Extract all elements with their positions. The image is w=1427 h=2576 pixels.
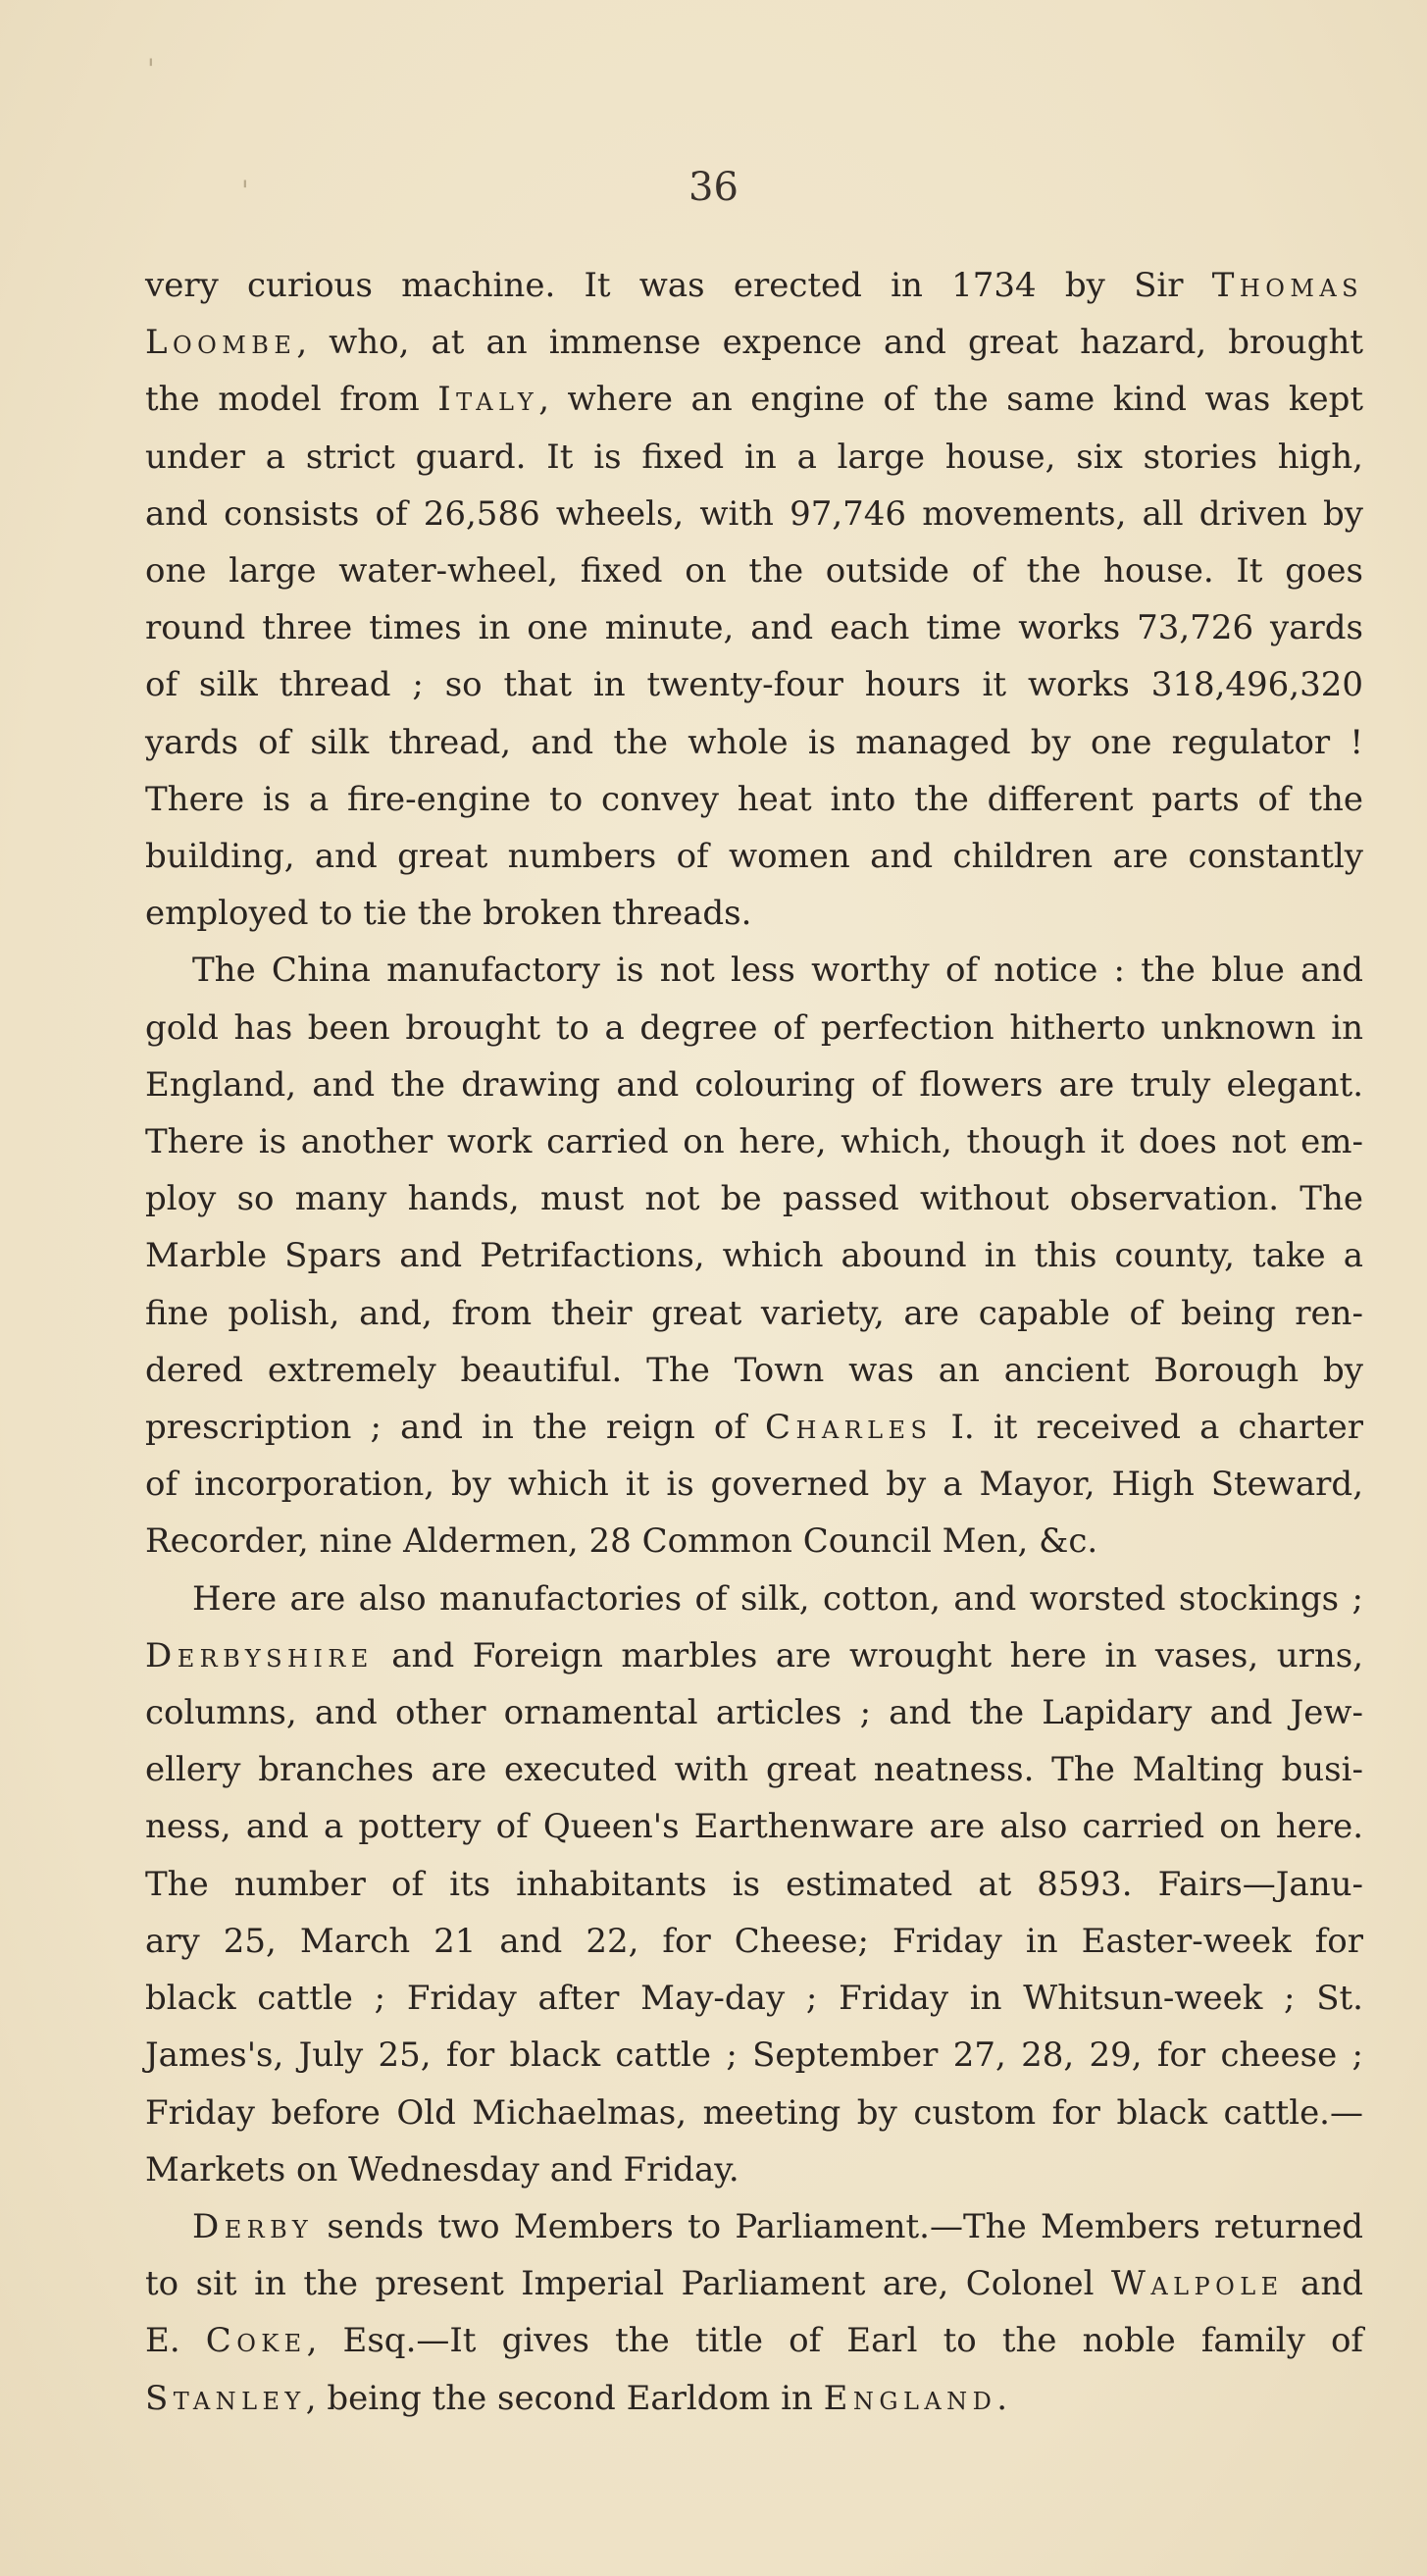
text-run: The number of its inhabitants is estimated at 8593. Fairs—Janu- <box>145 1864 1363 1904</box>
text-line <box>145 1741 1363 1798</box>
text-line <box>145 2198 1363 2255</box>
text-line <box>145 429 1363 486</box>
text-line <box>145 1227 1363 1284</box>
text-run: I. it received a charter <box>932 1408 1364 1448</box>
text-run: James's, July 25, for black cattle ; September 27, 28, 29, for cheese ; <box>145 2035 1363 2076</box>
text-run: one large water-wheel, fixed on the outside of the house. It goes <box>145 551 1363 592</box>
text-run: sends two Members to Parliament.—The Members returned <box>313 2206 1363 2246</box>
text-line <box>145 1913 1363 1970</box>
text-run: black cattle ; Friday after May-day ; Friday in Whitsun-week ; St. <box>145 1979 1363 2019</box>
page-speck: ' <box>147 53 155 85</box>
page-number: 36 <box>688 165 739 210</box>
text-line <box>145 1342 1363 1399</box>
text-run: There is another work carried on here, which, though it does not em- <box>145 1122 1363 1162</box>
text-run: and <box>1283 2264 1363 2304</box>
text-run: building, and great numbers of women and children are constantly <box>145 837 1363 877</box>
text-run: and Foreign marbles are wrought here in vases, urns, <box>373 1635 1363 1675</box>
text-run: Friday before Old Michaelmas, meeting by custom for black cattle.— <box>145 2092 1363 2133</box>
text-line <box>145 1113 1363 1170</box>
small-caps-name: Thomas <box>1211 266 1363 305</box>
small-caps-name: England <box>823 2378 997 2418</box>
small-caps-name: Derbyshire <box>145 1635 374 1675</box>
text-run: ellery branches are executed with great neatness. The Malting busi- <box>145 1750 1363 1790</box>
small-caps-name: Walpole <box>1110 2264 1284 2304</box>
text-line <box>145 486 1363 542</box>
paragraph <box>145 2198 1363 2427</box>
text-line <box>145 2370 1363 2427</box>
small-caps-name: Stanley <box>145 2378 306 2418</box>
small-caps-name: Loombe <box>145 323 297 363</box>
text-run: gold has been brought to a degree of perfection hitherto unknown in <box>145 1007 1363 1048</box>
text-line <box>145 1170 1363 1227</box>
text-run: the model from <box>145 380 438 420</box>
text-line <box>145 2312 1363 2369</box>
small-caps-name: Derby <box>192 2206 314 2246</box>
text-run: , where an engine of the same kind was kept <box>538 380 1363 420</box>
text-run: of silk thread ; so that in twenty-four hours it works 318,496,320 <box>145 665 1363 705</box>
text-run: and consists of 26,586 wheels, with 97,746 movements, all driven by <box>145 493 1363 534</box>
small-caps-name: Italy <box>437 380 539 420</box>
text-run: ness, and a pottery of Queen's Earthenware are also carried on here. <box>145 1807 1363 1847</box>
small-caps-name: Coke <box>205 2321 307 2361</box>
text-line <box>145 656 1363 713</box>
text-line <box>145 1456 1363 1513</box>
text-line <box>145 1798 1363 1855</box>
text-line <box>145 314 1363 371</box>
text-line <box>145 885 1363 942</box>
text-run: England, and the drawing and colouring of flowers are truly elegant. <box>145 1064 1363 1105</box>
text-run: . <box>996 2378 1008 2418</box>
text-line <box>145 2027 1363 2084</box>
text-line <box>145 2085 1363 2141</box>
paragraph <box>145 1571 1363 2198</box>
text-line <box>145 1856 1363 1913</box>
page-speck: ' <box>241 175 249 207</box>
text-line <box>145 2141 1363 2198</box>
text-line <box>145 1571 1363 1627</box>
text-line <box>145 942 1363 999</box>
text-run: to sit in the present Imperial Parliament are, Colonel <box>145 2264 1111 2304</box>
text-run: dered extremely beautiful. The Town was an ancient Borough by <box>145 1350 1363 1390</box>
small-caps-name: Charles <box>765 1408 933 1448</box>
text-run: employed to tie the broken threads. <box>145 894 752 934</box>
text-run: Recorder, nine Aldermen, 28 Common Council Men, &c. <box>145 1521 1098 1562</box>
text-line <box>145 1627 1363 1684</box>
text-line <box>145 1970 1363 2027</box>
text-line <box>145 599 1363 656</box>
text-run: of incorporation, by which it is governed by a Mayor, High Steward, <box>145 1465 1363 1505</box>
text-run: , who, at an immense expence and great hazard, brought <box>296 323 1363 363</box>
text-run: Here are also manufactories of silk, cotton, and worsted stockings ; <box>192 1578 1363 1619</box>
text-run: The China manufactory is not less worthy of notice : the blue and <box>192 951 1363 991</box>
text-run: There is a fire-engine to convey heat into the different parts of the <box>145 779 1363 819</box>
text-line <box>145 371 1363 428</box>
text-run: under a strict guard. It is fixed in a large house, six stories high, <box>145 437 1363 477</box>
text-run: round three times in one minute, and each time works 73,726 yards <box>145 608 1363 648</box>
text-line <box>145 2255 1363 2312</box>
text-run: , Esq.—It gives the title of Earl to the noble family of <box>306 2321 1364 2361</box>
text-line <box>145 542 1363 599</box>
text-run: ploy so many hands, must not be passed without observation. The <box>145 1179 1363 1219</box>
text-line <box>145 1056 1363 1113</box>
text-run: fine polish, and, from their great variety, are capable of being ren- <box>145 1293 1363 1333</box>
text-run: Markets on Wednesday and Friday. <box>145 2149 739 2190</box>
text-line <box>145 1285 1363 1342</box>
text-run: ary 25, March 21 and 22, for Cheese; Friday in Easter-week for <box>145 1921 1363 1961</box>
text-line <box>145 828 1363 885</box>
text-line <box>145 1000 1363 1056</box>
text-line <box>145 257 1363 314</box>
body-text <box>145 257 1363 2427</box>
text-line <box>145 1513 1363 1570</box>
text-run: E. <box>145 2321 206 2361</box>
text-run: , being the second Earldom in <box>305 2378 824 2418</box>
text-line <box>145 714 1363 771</box>
text-run: Marble Spars and Petrifactions, which abound in this county, take a <box>145 1236 1363 1276</box>
text-line <box>145 1399 1363 1456</box>
text-run: very curious machine. It was erected in 1734 by Sir <box>145 266 1212 305</box>
paragraph <box>145 942 1363 1570</box>
text-line <box>145 1684 1363 1741</box>
text-line <box>145 771 1363 828</box>
text-run: yards of silk thread, and the whole is managed by one regulator ! <box>145 722 1363 762</box>
text-run: prescription ; and in the reign of <box>145 1408 766 1448</box>
paragraph <box>145 257 1363 942</box>
text-run: columns, and other ornamental articles ; and the Lapidary and Jew- <box>145 1693 1363 1733</box>
